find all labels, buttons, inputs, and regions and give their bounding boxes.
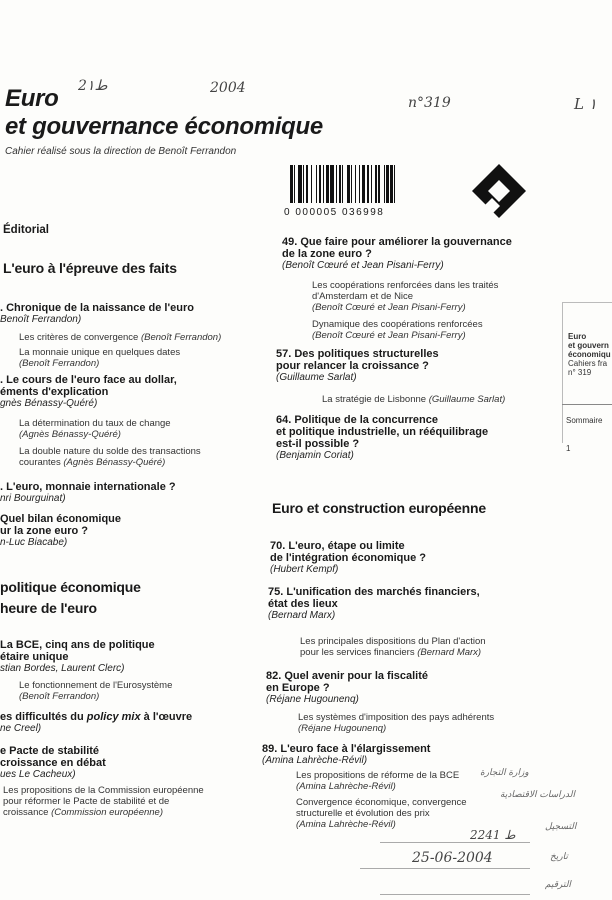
barcode-bar [306,165,309,203]
article-title-line-1: 82. Quel avenir pour la fiscalité [266,670,429,682]
sub-article-title-line-1: Les coopérations renforcées dans les traités [312,280,499,291]
handwritten-note-left: 2ط١ [78,78,108,94]
article-title: . L'euro, monnaie internationale ? [0,481,176,493]
article-title-line-1: 49. Que faire pour améliorer la gouvernance [282,236,512,248]
sub-article-title-line-2: structurelle et évolution des prix [296,808,430,819]
publisher-logo-icon [470,162,528,220]
barcode-bar [347,165,350,203]
article-title-line-2: croissance en débat [0,757,106,769]
barcode-number: 0 000005 036998 [284,207,385,218]
article-author: ne Creel) [0,723,42,734]
handwritten-registration-date: 25-06-2004 [412,850,493,866]
title-line-1: Euro [5,85,59,112]
article-title-line-3: est-il possible ? [276,438,360,450]
sub-article-title: Les systèmes d'imposition des pays adhérents [298,712,495,723]
stamp-text-line-3: ﺍﻟﺘﺴﺠﻴﻞ [545,822,577,832]
sub-article-title: Le fonctionnement de l'Eurosystème [19,680,173,691]
margin-issue: n° 319 [568,368,592,377]
article-author: n-Luc Biacabe) [0,537,68,548]
barcode-bar [362,165,366,203]
sub-article-title-line-1: Convergence économique, convergence [296,797,467,808]
sub-article-title-line-2: courantes (Agnès Bénassy-Quéré) [19,457,166,468]
article-title-line-1: 57. Des politiques structurelles [276,348,439,360]
margin-title-line-1: Euro [568,332,587,341]
barcode-bar [359,165,360,203]
stamp-underline-2 [360,868,530,869]
article-title-line-2: de la zone euro ? [282,248,372,260]
article-title: es difficultés du policy mix à l'œuvre [0,711,193,723]
sub-article-author: (Amina Lahrèche-Révil) [296,819,396,830]
margin-sommaire: Sommaire [566,416,603,425]
article-author: (Réjane Hugounenq) [266,694,359,705]
barcode-bar [339,165,340,203]
sub-article-author: (Benoît Cœuré et Jean Pisani-Ferry) [312,330,466,341]
sub-article: Les critères de convergence (Benoît Ferrandon) [19,332,222,343]
article-author: (Benoît Cœuré et Jean Pisani-Ferry) [282,260,444,271]
barcode-bar [355,165,356,203]
handwritten-issue-number: n°319 [408,95,451,111]
barcode-bar [371,165,372,203]
margin-title-line-2: et gouvern [568,341,609,350]
sub-article-author: (Benoît Cœuré et Jean Pisani-Ferry) [312,302,466,313]
title-line-2: et gouvernance économique [5,113,323,140]
handwritten-year: 2004 [210,80,246,96]
stamp-text-line-2: ﺍﻟﺪﺭﺍﺳﺎﺕ ﺍﻻﻗﺘﺼﺎﺩﻳﺔ [500,790,575,800]
subtitle: Cahier réalisé sous la direction de Benoît Ferrandon [5,146,237,157]
barcode-bar [342,165,343,203]
sub-article-title-line-3: croissance (Commission européenne) [3,807,164,818]
article-author: (Amina Lahrèche-Révil) [262,755,368,766]
article-title-line-2: état des lieux [268,598,338,610]
article-title-line-1: e Pacte de stabilité [0,745,100,757]
section-heading-2-line-1: politique économique [0,579,141,595]
barcode-bar [303,165,304,203]
article-title-line-1: 75. L'unification des marchés financiers, [268,586,480,598]
article-author: (Hubert Kempf) [270,564,339,575]
barcode-bar [378,165,379,203]
stamp-text-line-1: ﻭﺯﺍﺭﺓ ﺍﻟﺘﺠﺎﺭﺓ [480,768,529,778]
barcode-bar [290,165,293,203]
article-title-line-2: éments d'explication [0,386,109,398]
article-title-line-1: . Le cours de l'euro face au dollar, [0,374,177,386]
margin-rule [562,404,612,405]
barcode-bar [316,165,317,203]
barcode-bar [319,165,322,203]
sub-article-title: Dynamique des coopérations renforcées [312,319,483,330]
article-author: stian Bordes, Laurent Clerc) [0,663,125,674]
barcode-bar [323,165,324,203]
article-author: (Guillaume Sarlat) [276,372,357,383]
barcode [290,165,458,203]
sub-article-author: (Benoît Ferrandon) [19,691,100,702]
sub-article-title-line-1: Les principales dispositions du Plan d'action [300,636,486,647]
article-author: gnès Bénassy-Quéré) [0,398,98,409]
article-author: (Benjamin Coriat) [276,450,354,461]
barcode-bar [311,165,312,203]
article-title-line-1: Quel bilan économique [0,513,122,525]
section-heading-3: Euro et construction européenne [272,500,486,516]
article-author: (Bernard Marx) [268,610,336,621]
sub-article-title-line-2: pour réformer le Pacte de stabilité et de [3,796,170,807]
sub-article-title-line-2: d'Amsterdam et de Nice [312,291,414,302]
barcode-bar [298,165,302,203]
barcode-bar [330,165,334,203]
sub-article-title-line-1: La double nature du solde des transactions [19,446,201,457]
barcode-bar [394,165,395,203]
barcode-bar [375,165,378,203]
sub-article-author: (Amina Lahrèche-Révil) [296,781,396,792]
stamp-text-line-5: ﺍﻟﺘﺮﻗﻴﻢ [545,880,571,890]
stamp-underline-1 [380,842,530,843]
article-author: ues Le Cacheux) [0,769,76,780]
barcode-bar [326,165,329,203]
sub-article-author: (Benoît Ferrandon) [19,358,100,369]
article-author: nri Bourguinat) [0,493,66,504]
sub-article-title: Les propositions de réforme de la BCE [296,770,460,781]
editorial-heading: Éditorial [3,224,50,236]
barcode-bar [336,165,337,203]
article-title-line-2: étaire unique [0,651,69,663]
article-title-line-1: La BCE, cinq ans de politique [0,639,155,651]
handwritten-note-right: L ١ [574,95,597,113]
sub-article-title-line-1: Les propositions de la Commission européenne [3,785,204,796]
sub-article-title: La détermination du taux de change [19,418,171,429]
article-title-line-2: de l'intégration économique ? [270,552,427,564]
article-title-line-1: 64. Politique de la concurrence [276,414,438,426]
handwritten-registration-number: 2ط 241 [470,828,516,842]
article-title-line-2: et politique industrielle, un rééquilibrage [276,426,489,438]
barcode-bar [294,165,295,203]
sub-article-author: (Réjane Hugounenq) [298,723,387,734]
sub-article-author: (Agnès Bénassy-Quéré) [19,429,121,440]
margin-series: Cahiers fra [568,359,608,368]
margin-title-line-3: économiqu [568,350,611,359]
barcode-bar [384,165,385,203]
article-author: Benoît Ferrandon) [0,314,82,325]
sub-article-title-line-2: pour les services financiers (Bernard Marx) [300,647,482,658]
margin-page-number: 1 [566,444,571,453]
barcode-bar [390,165,393,203]
article-title-line-2: ur la zone euro ? [0,525,89,537]
stamp-underline-3 [380,894,530,895]
article-title: 89. L'euro face à l'élargissement [262,743,431,755]
barcode-bar [367,165,370,203]
sub-article: La stratégie de Lisbonne (Guillaume Sarlat) [322,394,506,405]
section-heading-2-line-2: heure de l'euro [0,600,97,616]
article-title-line-2: en Europe ? [266,682,330,694]
barcode-bar [386,165,389,203]
section-heading-1: L'euro à l'épreuve des faits [3,260,177,276]
article-title-line-2: pour relancer la croissance ? [276,360,429,372]
barcode-bar [351,165,352,203]
sub-article-title: La monnaie unique en quelques dates [19,347,181,358]
article-title-line-1: 70. L'euro, étape ou limite [270,540,405,552]
stamp-text-line-4: ﺗﺎﺭﻳﺦ [550,852,568,862]
article-title: . Chronique de la naissance de l'euro [0,302,194,314]
